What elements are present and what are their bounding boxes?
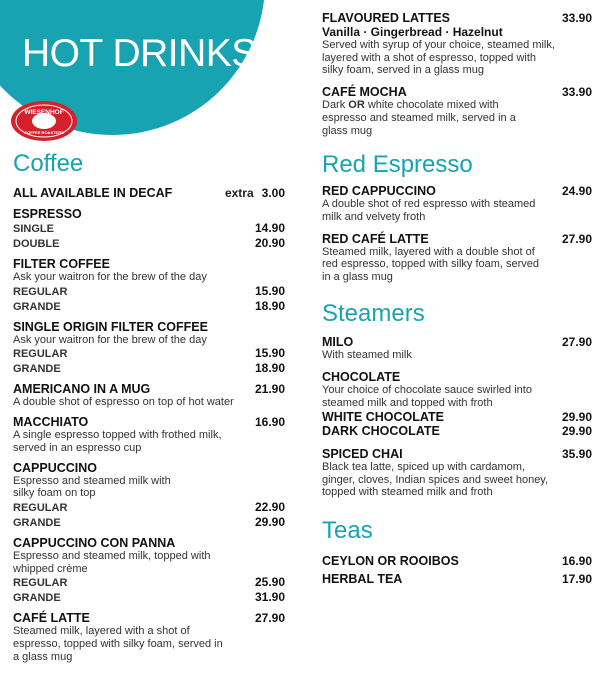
- option-price: 22.90: [254, 499, 285, 514]
- item-price: 17.90: [561, 571, 592, 586]
- option-label: WHITE CHOCOLATE: [322, 409, 444, 424]
- item-description: Black tea latte, spiced up with cardamom, ginger, cloves, Indian spices and sweet honey, topped with steamed milk and froth: [322, 460, 549, 499]
- option-label: GRANDE: [13, 363, 61, 376]
- item-name: CEYLON OR ROOIBOS: [322, 553, 459, 568]
- item-description: Ask your waitron for the brew of the day: [13, 271, 207, 283]
- item-description: With steamed milk: [322, 348, 412, 361]
- option-price: 25.90: [254, 575, 285, 590]
- section-title-red-espresso: Red Espresso: [322, 151, 473, 179]
- item-price: 16.90: [254, 415, 285, 430]
- coffee-column: [13, 150, 285, 663]
- item-price: 35.90: [561, 446, 592, 461]
- menu-item: [322, 447, 592, 499]
- option-price: 15.90: [254, 346, 285, 361]
- mocha-desc-pre: Dark: [322, 99, 349, 112]
- option-label: REGULAR: [13, 285, 68, 298]
- item-price: 21.90: [254, 382, 285, 397]
- decaf-price: 3.00: [261, 186, 285, 200]
- item-name: SINGLE ORIGIN FILTER COFFEE: [13, 319, 208, 334]
- page-title: HOT DRINKS: [22, 32, 257, 75]
- menu-item: [322, 232, 592, 284]
- item-name: CAFÉ LATTE: [13, 611, 90, 626]
- menu-item: [322, 370, 592, 437]
- item-name: CAPPUCCINO CON PANNA: [13, 535, 176, 550]
- decaf-extra-label: extra: [224, 186, 254, 200]
- item-description: Served with syrup of your choice, steamed milk, layered with a shot of espresso, topped with silky foam, served in a glass mug: [322, 39, 555, 77]
- menu-item: [13, 320, 285, 377]
- item-description: Espresso and steamed milk, topped with whipped crème: [13, 549, 211, 575]
- mocha-desc-or: OR: [348, 99, 365, 112]
- menu-item: [322, 184, 592, 223]
- item-name: FLAVOURED LATTES: [322, 11, 451, 25]
- wiesenhof-logo: [9, 99, 79, 143]
- item-description: Steamed milk, layered with a double shot of red espresso, topped with silky foam, served in a glass mug: [322, 245, 540, 284]
- item-description: Your choice of chocolate sauce swirled into steamed milk and topped with froth: [322, 384, 532, 410]
- option-price: 20.90: [254, 236, 285, 250]
- right-column: [322, 11, 592, 586]
- option-label: GRANDE: [13, 516, 61, 529]
- menu-item: [322, 335, 592, 362]
- item-name: HERBAL TEA: [322, 571, 403, 586]
- item-description: A double shot of red espresso with steamed milk and velvety froth: [322, 198, 536, 223]
- svg-text:WIESENHOF: WIESENHOF: [24, 109, 64, 116]
- item-name: MILO: [322, 334, 354, 349]
- option-label: REGULAR: [13, 501, 68, 514]
- option-label: DARK CHOCOLATE: [322, 423, 440, 438]
- option-price: 15.90: [254, 283, 285, 298]
- item-name: RED CAPPUCCINO: [322, 184, 436, 199]
- option-label: GRANDE: [13, 592, 61, 605]
- item-description: Ask your waitron for the brew of the day: [13, 333, 207, 346]
- flavour-options: Vanilla · Gingerbread · Hazelnut: [322, 25, 503, 39]
- menu-item: [13, 611, 285, 663]
- option-label: REGULAR: [13, 577, 68, 590]
- svg-text:COFFEE ROASTERS: COFFEE ROASTERS: [24, 130, 64, 135]
- option-price: 29.90: [561, 409, 592, 424]
- menu-item: [13, 257, 285, 314]
- item-description: Steamed milk, layered with a shot of espresso, topped with silky foam, served in a glass mug: [13, 625, 223, 663]
- mocha-desc-post: white chocolate mixed with espresso and steamed milk, served in a glass mug: [322, 99, 516, 137]
- item-price: 33.90: [561, 85, 592, 100]
- menu-item: [322, 554, 592, 568]
- item-name: CAFÉ MOCHA: [322, 85, 407, 100]
- option-label: REGULAR: [13, 348, 68, 361]
- menu-item: [13, 207, 285, 251]
- option-label: GRANDE: [13, 300, 61, 313]
- menu-item: [322, 11, 592, 77]
- option-label: SINGLE: [13, 223, 54, 235]
- option-price: 31.90: [254, 590, 285, 605]
- item-name: CHOCOLATE: [322, 370, 401, 385]
- menu-item: [322, 85, 592, 137]
- item-description: Espresso and steamed milk with silky foam on top: [13, 474, 171, 500]
- option-price: 18.90: [254, 361, 285, 376]
- item-name: AMERICANO IN A MUG: [13, 382, 151, 397]
- item-name: FILTER COFFEE: [13, 257, 110, 271]
- item-name: ESPRESSO: [13, 207, 82, 221]
- menu-item: [13, 382, 285, 409]
- option-price: 18.90: [254, 298, 285, 313]
- option-price: 29.90: [254, 514, 285, 529]
- item-price: 27.90: [561, 231, 592, 246]
- item-description: A single espresso topped with frothed milk, served in an espresso cup: [13, 429, 222, 454]
- menu-item: [13, 461, 285, 530]
- item-price: 27.90: [561, 334, 592, 349]
- section-title-teas: Teas: [322, 516, 373, 544]
- decaf-row: [13, 186, 285, 200]
- option-price: 29.90: [561, 423, 592, 438]
- section-title-coffee: Coffee: [13, 150, 84, 177]
- item-name: RED CAFÉ LATTE: [322, 231, 429, 246]
- section-title-steamers: Steamers: [322, 299, 425, 327]
- menu-item: [13, 415, 285, 454]
- item-name: CAPPUCCINO: [13, 460, 98, 475]
- item-description: [322, 99, 537, 137]
- item-name: MACCHIATO: [13, 415, 89, 430]
- decaf-label: ALL AVAILABLE IN DECAF: [13, 186, 173, 200]
- item-name: SPICED CHAI: [322, 446, 403, 461]
- item-price: 27.90: [254, 611, 285, 626]
- menu-item: [13, 536, 285, 605]
- item-price: 33.90: [561, 11, 592, 25]
- option-label: DOUBLE: [13, 238, 60, 250]
- item-price: 24.90: [561, 184, 592, 199]
- item-price: 16.90: [561, 553, 592, 568]
- option-price: 14.90: [254, 221, 285, 235]
- item-description: A double shot of espresso on top of hot water: [13, 396, 234, 409]
- menu-item: [322, 572, 592, 586]
